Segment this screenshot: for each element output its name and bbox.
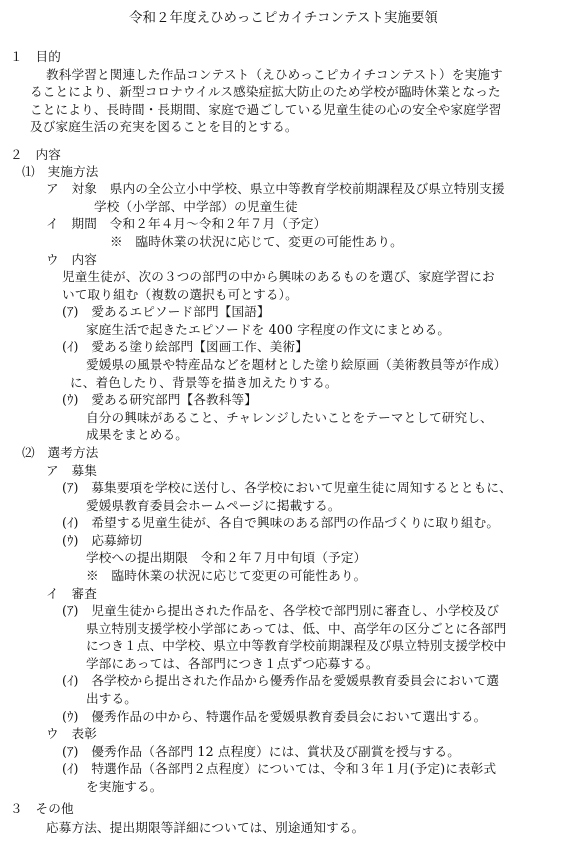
paragraph-line: 学校への提出期限 令和２年７月中旬頃（予定） [86, 550, 367, 566]
item-heading: イ 審査 [46, 585, 97, 601]
paragraph-line: 自分の興味があること、チャレンジしたいことをテーマとして研究し、 [86, 409, 493, 425]
paragraph-line: 学校（小学部、中学部）の児童生徒 [94, 198, 298, 214]
item-heading: ウ 内容 [46, 251, 97, 267]
paragraph-line: 応募方法、提出期限等詳細については、別途通知する。 [46, 820, 365, 835]
paragraph-line: に、着色したり、背景等を描き加えたりする。 [70, 374, 338, 390]
section-heading-content: ２ 内容 [10, 147, 61, 163]
subsection-heading: ⑴ 実施方法 [22, 163, 99, 179]
paragraph-line: (ｲ) 各学校から提出された作品から優秀作品を愛媛県教育委員会において選 [62, 673, 500, 689]
section-heading-other: ３ その他 [10, 801, 74, 816]
paragraph-line: (ｲ) 特選作品（各部門２点程度）については、令和３年１月(予定)に表彰式 [62, 761, 497, 777]
note-line: ※ 臨時休業の状況に応じて変更の可能性あり。 [86, 567, 367, 583]
paragraph-line: (ｱ) 優秀作品（各部門 12 点程度）には、賞状及び副賞を授与する。 [62, 743, 461, 759]
item-heading: (ｱ) 愛あるエピソード部門【国語】 [62, 304, 270, 320]
section-heading-purpose: １ 目的 [10, 49, 61, 64]
paragraph-line: いて取り組む（複数の選択も可とする）。 [62, 286, 298, 302]
paragraph-line: イ 期間 令和２年４月～令和２年７月（予定） [46, 216, 327, 232]
paragraph-line: を実施する。 [86, 778, 163, 794]
paragraph-line: 家庭生活で起きたエピソードを 400 字程度の作文にまとめる。 [86, 321, 451, 337]
item-heading: ア 募集 [46, 462, 97, 478]
document-title: 令和２年度えひめっこピカイチコンテスト実施要領 [129, 10, 438, 26]
paragraph-line: につき１点、中学校、県立中等教育学校前期課程及び県立特別支援学校中 [86, 638, 507, 654]
paragraph-line: (ｱ) 募集要項を学校に送付し、各学校において児童生徒に周知するとともに、 [62, 480, 512, 496]
paragraph-line: (ｱ) 児童生徒から提出された作品を、各学校で部門別に審査し、小学校及び [62, 603, 500, 619]
paragraph-line: 成果をまとめる。 [86, 427, 188, 443]
paragraph-line: (ｲ) 希望する児童生徒が、各自で興味のある部門の作品づくりに取り組む。 [62, 515, 500, 531]
paragraph-line: 児童生徒が、次の３つの部門の中から興味のあるものを選び、家庭学習にお [62, 269, 495, 285]
paragraph-line: 出する。 [86, 691, 137, 706]
item-heading: (ｳ) 応募締切 [62, 532, 143, 548]
subsection-heading: ⑵ 選考方法 [22, 444, 99, 460]
paragraph-line: ことにより、長時間・長期間、家庭で過ごしている児童生徒の心の安全や家庭学習 [30, 101, 502, 117]
paragraph-line: ることにより、新型コロナウイルス感染症拡大防止のため学校が臨時休業となった [30, 84, 501, 100]
paragraph-line: ア 対象 県内の全公立小中学校、県立中等教育学校前期課程及び県立特別支援 [46, 181, 505, 197]
paragraph-line: (ｳ) 優秀作品の中から、特選作品を愛媛県教育委員会において選出する。 [62, 708, 487, 724]
paragraph-line: 愛媛県の風景や特産品などを題材とした塗り絵原画（美術教員等が作成） [86, 357, 507, 372]
note-line: ※ 臨時休業の状況に応じて、変更の可能性あり。 [110, 234, 403, 249]
paragraph-line: 愛媛県教育委員会ホームページに掲載する。 [86, 497, 341, 513]
item-heading: (ｳ) 愛ある研究部門【各教科等】 [62, 392, 257, 408]
paragraph-line: 学部にあっては、各部門につき１点ずつ応募する。 [86, 655, 379, 671]
paragraph-line: 及び家庭生活の充実を図ることを目的とする。 [30, 119, 298, 135]
paragraph-line: 教科学習と関連した作品コンテスト（えひめっこピカイチコンテスト）を実施す [46, 66, 503, 82]
item-heading: ウ 表彰 [46, 726, 97, 742]
item-heading: (ｲ) 愛ある塗り絵部門【図画工作、美術】 [62, 339, 308, 355]
paragraph-line: 県立特別支援学校小学部にあっては、低、中、高学年の区分ごとに各部門 [86, 620, 507, 636]
